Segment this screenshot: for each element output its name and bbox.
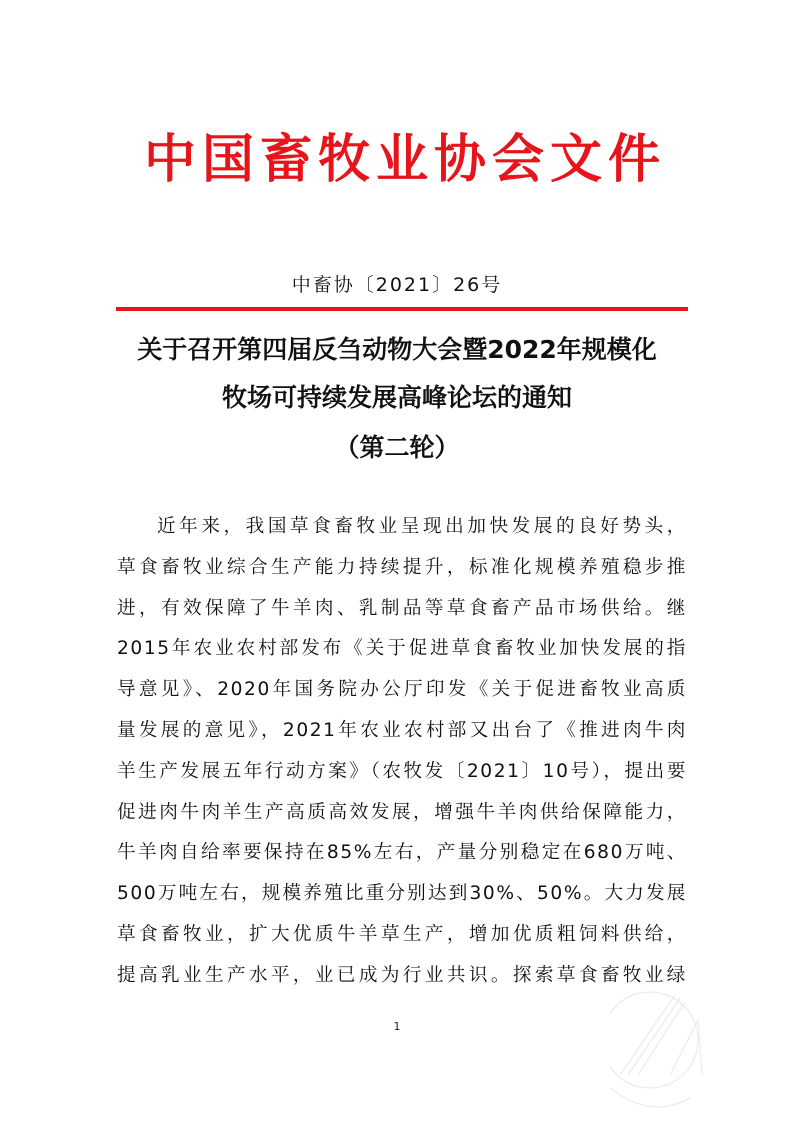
body-line: 促进肉牛肉羊生产高质高效发展，增强牛羊肉供给保障能力， [117, 801, 687, 823]
red-divider-rule [116, 307, 688, 311]
body-line: 2015年农业农村部发布《关于促进草食畜牧业加快发展的指 [117, 638, 687, 660]
body-line: 500万吨左右，规模养殖比重分别达到30%、50%。大力发展 [117, 883, 687, 905]
body-line: 近年来，我国草食畜牧业呈现出加快发展的良好势头， [157, 516, 687, 537]
body-line: 导意见》、2020年国务院办公厅印发《关于促进畜牧业高质 [117, 679, 687, 701]
body-line: 牛羊肉自给率要保持在85%左右，产量分别稳定在680万吨、 [117, 842, 687, 864]
document-number: 中畜协〔2021〕26号 [291, 274, 503, 296]
body-line: 进，有效保障了牛羊肉、乳制品等草食畜产品市场供给。继 [117, 597, 687, 619]
body-line: 提高乳业生产水平，业已成为行业共识。探索草食畜牧业绿 [117, 964, 687, 986]
body-line: 草食畜牧业综合生产能力持续提升，标准化规模养殖稳步推 [117, 556, 687, 578]
masthead-title: 中国畜牧业协会文件 [143, 129, 666, 190]
body-line: 草食畜牧业，扩大优质牛羊草生产，增加优质粗饲料供给， [117, 923, 687, 945]
body-paragraph [117, 507, 687, 997]
body-line: 量发展的意见》，2021年农业农村部又出台了《推进肉牛肉 [117, 719, 687, 741]
page-number: 1 [393, 1020, 401, 1033]
notice-title-line-2: 牧场可持续发展高峰论坛的通知 [221, 383, 572, 412]
notice-subtitle-round: （第二轮） [334, 433, 460, 462]
body-line: 羊生产发展五年行动方案》（农牧发〔2021〕10号），提出要 [117, 760, 687, 782]
association-logo-watermark-icon [610, 980, 720, 1110]
notice-title-line-1: 关于召开第四届反刍动物大会暨2022年规模化 [137, 335, 657, 364]
